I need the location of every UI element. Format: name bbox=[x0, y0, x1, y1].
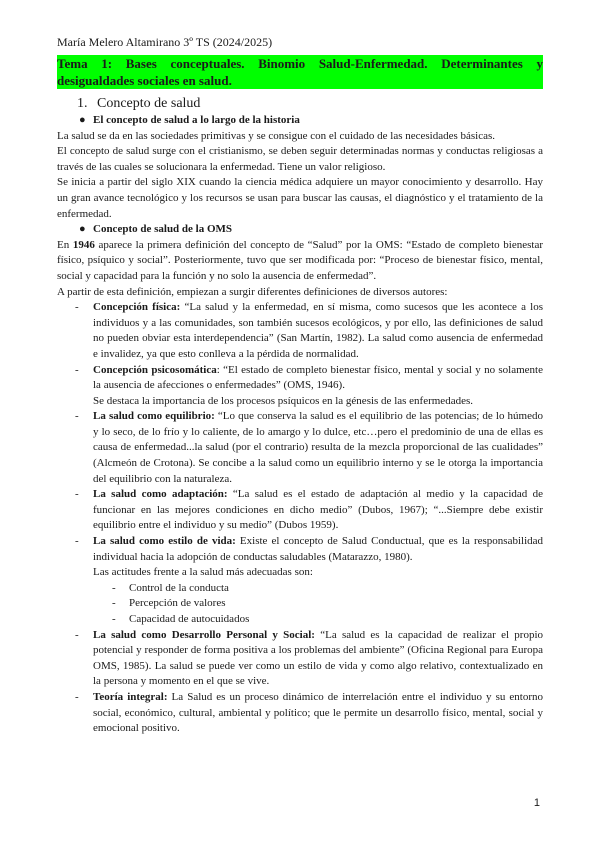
sub-list-item bbox=[57, 612, 543, 628]
oms-year: 1946 bbox=[72, 238, 95, 251]
paragraph: La salud se da en las sociedades primitivas y se consigue con el cuidado de las necesidades básicas. bbox=[57, 129, 496, 142]
dash-marker: - bbox=[112, 597, 116, 610]
paragraph: Se inicia a partir del siglo XIX cuando la ciencia médica adquiere un mayor conocimiento y desarrollo. Hay un gran avance tecnológico y los recursos se usan para buscar las causas, el diagnóstico y el tratamiento de la enfermedad. bbox=[57, 176, 543, 220]
dash-marker: - bbox=[75, 301, 79, 314]
dash-marker: - bbox=[75, 363, 79, 376]
item-note: Las actitudes frente a la salud más adecuadas son: bbox=[93, 566, 313, 579]
item-term: Teoría integral: bbox=[93, 690, 168, 703]
list-item bbox=[57, 534, 543, 565]
sub-list-item bbox=[57, 581, 543, 597]
sub-list-item bbox=[57, 596, 543, 612]
dash-marker: - bbox=[75, 628, 79, 641]
list-item bbox=[57, 628, 543, 690]
dash-marker: - bbox=[75, 535, 79, 548]
list-item bbox=[57, 363, 543, 394]
list-item bbox=[57, 487, 543, 534]
dash-marker: - bbox=[75, 410, 79, 423]
item-text: Existe el concepto de Salud Conductual, que es la responsabilidad individual hacia la adopción de conductas saludables (Matarazzo, 1980). bbox=[93, 535, 544, 563]
dash-marker: - bbox=[75, 488, 79, 501]
sub-item-text: Percepción de valores bbox=[129, 597, 226, 610]
paragraph-oms bbox=[57, 238, 543, 285]
item-text: “La salud es el estado de adaptación al medio y la capacidad de funcionar en las mejores condiciones en dicho medio” (Dubos, 1967); “...Siempre debe existir equilibrio entre el individuo y su medio” (Dubos 1959). bbox=[93, 488, 543, 532]
page-number: 1 bbox=[533, 797, 540, 809]
item-text: “Lo que conserva la salud es el equilibrio de las potencias; de lo húmedo y lo seco, de lo frío y lo caliente, de lo amargo y lo dulce, etc…pero el predominio de una de ellas es causa de enfermedad...la salud (por el contrario) resulta de la mezcla proporcional de las cualidades” (Alcmeón de Crotona). Se concibe a la salud como un equilibrio interno y se le otorga la importancia del equilibrio con la naturaleza. bbox=[93, 410, 543, 485]
item-term: La salud como adaptación: bbox=[93, 488, 228, 501]
item-note: Se destaca la importancia de los procesos psíquicos en la génesis de las enfermedades. bbox=[93, 394, 473, 407]
item-text: “La salud y la enfermedad, en sí misma, como sucesos que les acontece a los individuos y a las comunidades, son también sucesos ecológicos, y por ello, las definiciones de salud no pueden obviar esta interdependencia” (San Martín, 1982). La salud como ausencia de enfermedad e invalidez, ya que esto conlleva a la pérdida de normalidad. bbox=[93, 301, 543, 360]
paragraph: El concepto de salud surge con el cristianismo, se deben seguir determinadas normas y conductas religiosas a través de las cuales se solucionara la enfermedad. Tiene un valor religioso. bbox=[57, 145, 543, 173]
item-term: Concepción psicosomática bbox=[93, 363, 217, 376]
subheading-history-text: El concepto de salud a lo largo de la historia bbox=[93, 114, 300, 126]
item-term: La salud como equilibrio: bbox=[93, 410, 215, 423]
item-term: La salud como estilo de vida: bbox=[93, 535, 236, 548]
section-title: Concepto de salud bbox=[97, 96, 201, 111]
item-text: “La salud es la capacidad de realizar el propio potencial y responder de forma positiva a los problemas del ambiente” (Oficina Regional para Europa OMS, 1985). La salud se puede ver como un estilo de vida y como algo relativo, contextualizado en la persona y momento en el que se vive. bbox=[93, 628, 543, 688]
document-body bbox=[57, 94, 543, 737]
list-item bbox=[57, 300, 543, 362]
subheading-oms bbox=[57, 222, 543, 238]
section-heading bbox=[77, 94, 543, 113]
item-text: : “El estado de completo bienestar físico, mental y social y no solamente la ausencia de afecciones o enfermedades” (OMS, 1946). bbox=[93, 363, 543, 392]
paragraph: A partir de esta definición, empiezan a surgir diferentes definiciones de diversos autores: bbox=[57, 285, 448, 298]
subheading-history bbox=[57, 113, 543, 129]
item-text: La Salud es un proceso dinámico de interrelación entre el individuo y su entorno social, económico, cultural, ambiental y político; que le permite un desarrollo físico, mental, social y emocional positivo. bbox=[93, 690, 543, 735]
subheading-oms-text: Concepto de salud de la OMS bbox=[93, 223, 233, 236]
section-number: 1. bbox=[77, 96, 88, 111]
sub-item-text: Capacidad de autocuidados bbox=[129, 613, 250, 625]
dash-marker: - bbox=[112, 581, 116, 594]
bullet-icon: ● bbox=[79, 114, 86, 126]
oms-pre: En bbox=[57, 238, 73, 251]
sub-item-text: Control de la conducta bbox=[129, 581, 229, 594]
page-header: María Melero Altamirano 3º TS (2024/2025) bbox=[57, 35, 273, 49]
dash-marker: - bbox=[112, 613, 116, 625]
list-item bbox=[57, 409, 543, 487]
item-term: La salud como Desarrollo Personal y Social: bbox=[93, 628, 315, 641]
oms-rest: aparece la primera definición del concepto de “Salud” por la OMS: “Estado de completo bienestar físico, psíquico y social”. Posteriormente, tuvo que ser modificada por: “Proceso de bienestar físico, mental, social y capacidad para la función y no solo la ausencia de enfermedad”. bbox=[57, 238, 543, 282]
list-item bbox=[57, 690, 543, 737]
highlighted-title: Tema 1: Bases conceptuales. Binomio Salud-Enfermedad. Determinantes y desigualdades sociales en salud. bbox=[57, 56, 543, 88]
bullet-icon: ● bbox=[79, 223, 86, 236]
dash-marker: - bbox=[75, 690, 79, 703]
item-term: Concepción física: bbox=[93, 301, 181, 314]
